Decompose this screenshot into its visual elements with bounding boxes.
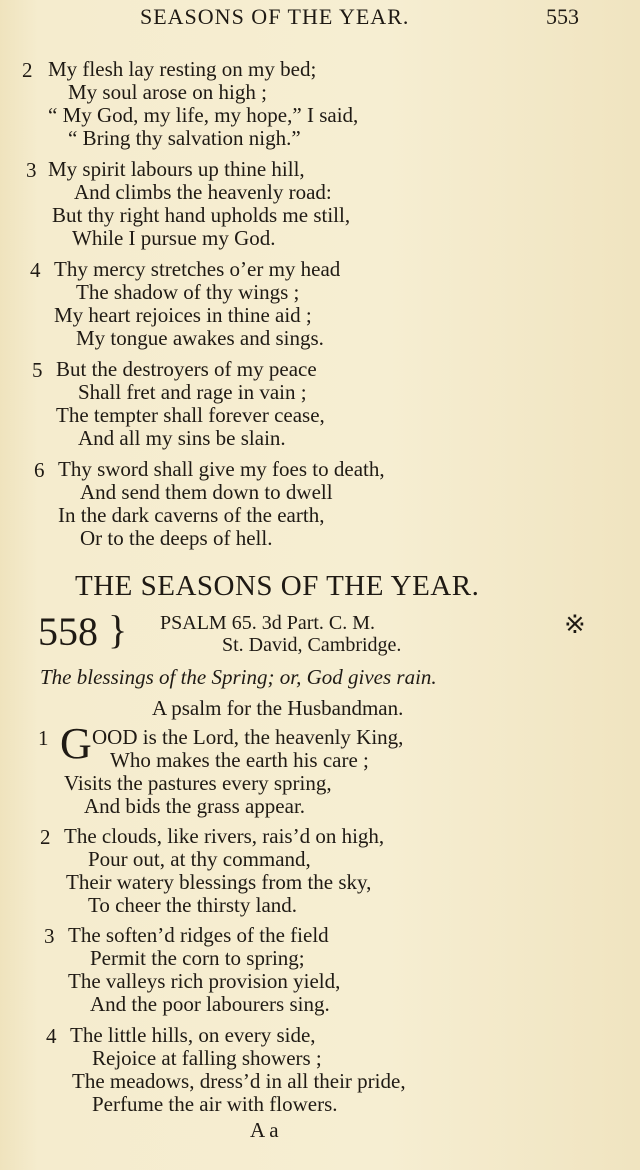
verse-line: Thy mercy stretches o’er my head <box>54 257 341 281</box>
verse-line: While I pursue my God. <box>72 226 276 250</box>
verse-line: My spirit labours up thine hill, <box>48 157 305 181</box>
verse-line: But the destroyers of my peace <box>56 357 317 381</box>
verse-line: And climbs the heavenly road: <box>74 180 332 204</box>
verse-line: Shall fret and rage in vain ; <box>78 380 307 404</box>
verse-line: And bids the grass appear. <box>84 794 306 818</box>
stanza-number: 3 <box>44 924 55 948</box>
stanza-number: 2 <box>40 825 51 849</box>
ornament-icon: ※ <box>564 610 586 640</box>
psalm-reference: PSALM 65. 3d Part. C. M. <box>160 612 376 634</box>
stanza-number: 1 <box>38 726 49 750</box>
stanza-number: 4 <box>46 1024 57 1048</box>
verse-line: “ Bring thy salvation nigh.” <box>68 126 301 150</box>
verse-line: Their watery blessings from the sky, <box>66 870 372 894</box>
stanza-number: 4 <box>30 258 41 282</box>
verse-line: To cheer the thirsty land. <box>88 893 298 917</box>
verse-line: The tempter shall forever cease, <box>56 403 325 427</box>
tune-names: St. David, Cambridge. <box>222 634 402 656</box>
verse-line: OOD is the Lord, the heavenly King, <box>92 725 404 749</box>
verse-line: My tongue awakes and sings. <box>76 326 324 350</box>
verse-line: Visits the pastures every spring, <box>64 771 332 795</box>
verse-line: My flesh lay resting on my bed; <box>48 57 317 81</box>
hymn-subtitle: The blessings of the Spring; or, God gives rain. <box>40 665 437 689</box>
verse-line: But thy right hand upholds me still, <box>52 203 351 227</box>
verse-line: Permit the corn to spring; <box>90 946 305 970</box>
stanza-number: 2 <box>22 58 33 82</box>
verse-line: Pour out, at thy command, <box>88 847 311 871</box>
brace: } <box>108 607 128 652</box>
verse-line: My heart rejoices in thine aid ; <box>54 303 312 327</box>
verse-line: The meadows, dress’d in all their pride, <box>72 1069 406 1093</box>
stanza-number: 6 <box>34 458 45 482</box>
verse-line: Rejoice at falling showers ; <box>92 1046 322 1070</box>
verse-line: Thy sword shall give my foes to death, <box>58 457 385 481</box>
section-title: THE SEASONS OF THE YEAR. <box>75 570 480 602</box>
verse-line: Or to the deeps of hell. <box>80 526 273 550</box>
verse-line: In the dark caverns of the earth, <box>58 503 325 527</box>
verse-line: And send them down to dwell <box>80 480 333 504</box>
verse-line: Perfume the air with flowers. <box>92 1092 338 1116</box>
verse-line: The clouds, like rivers, rais’d on high, <box>64 824 385 848</box>
verse-line: The little hills, on every side, <box>70 1023 316 1047</box>
signature-mark: A a <box>250 1118 279 1142</box>
verse-line: My soul arose on high ; <box>68 80 267 104</box>
running-head: SEASONS OF THE YEAR. <box>140 4 410 29</box>
verse-line: Who makes the earth his care ; <box>110 748 369 772</box>
hymn-number: 558 <box>38 609 98 654</box>
verse-line: The soften’d ridges of the field <box>68 923 329 947</box>
verse-line: And all my sins be slain. <box>78 426 286 450</box>
verse-line: The valleys rich provision yield, <box>68 969 341 993</box>
stanza-number: 3 <box>26 158 37 182</box>
verse-line: The shadow of thy wings ; <box>76 280 300 304</box>
stanza-number: 5 <box>32 358 43 382</box>
hymn-dedication: A psalm for the Husbandman. <box>152 696 404 720</box>
verse-line: “ My God, my life, my hope,” I said, <box>48 103 359 127</box>
page-number: 553 <box>546 4 579 29</box>
drop-cap: G <box>60 719 92 768</box>
verse-line: And the poor labourers sing. <box>90 992 330 1016</box>
